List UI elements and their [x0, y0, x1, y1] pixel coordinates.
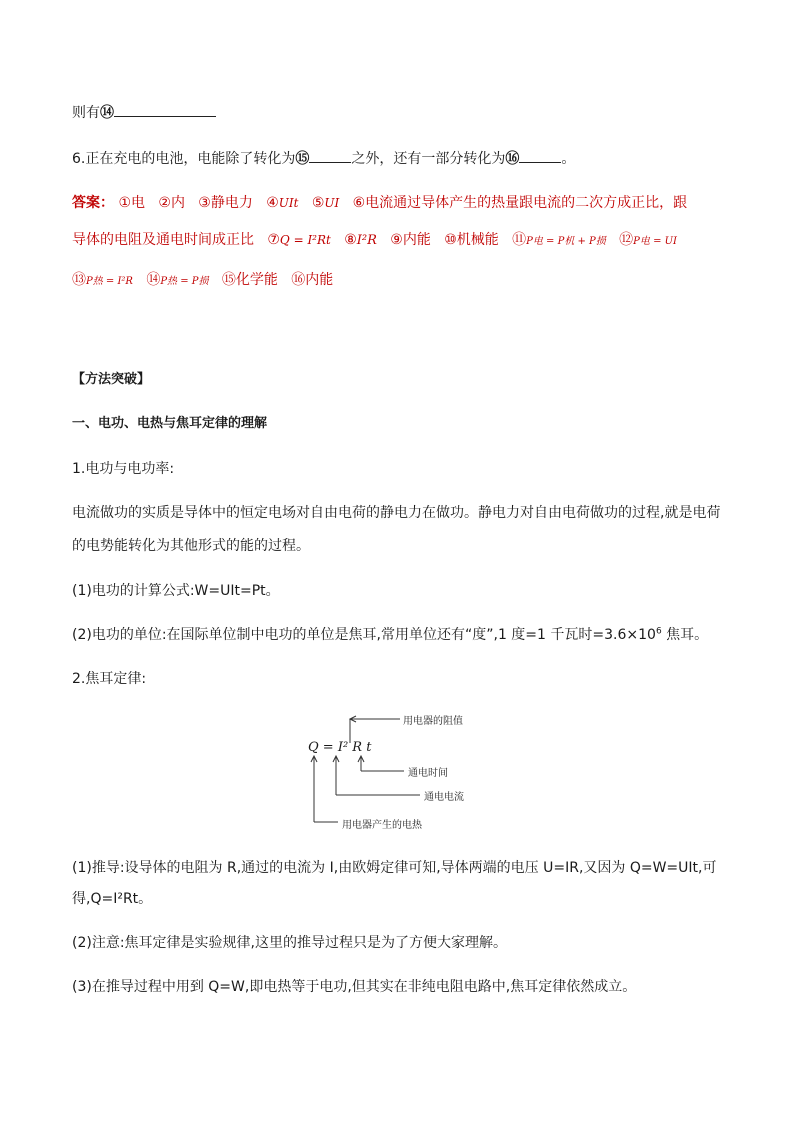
joule-law-diagram — [300, 706, 500, 832]
answer-16: ⑯内能 — [291, 272, 334, 288]
answer-8: ⑧I²R — [344, 232, 377, 248]
answer-15: ⑮化学能 — [221, 272, 278, 288]
para-6: (3)在推导过程中用到 Q=W,即电热等于电功,但其实在非纯电阻电路中,焦耳定律依然成立。 — [72, 979, 637, 995]
section-1-title: 一、电功、电热与焦耳定律的理解 — [72, 416, 268, 431]
answer-row-3 — [72, 269, 333, 289]
para-4-line-2: 得,Q=I²Rt。 — [72, 891, 153, 907]
answer-11: ⑪P电 = P机 + P损 — [512, 232, 606, 248]
blank-15 — [309, 148, 351, 163]
answer-3: ③静电力 — [198, 195, 253, 211]
q6-prefix: 6.正在充电的电池，电能除了转化为 — [72, 151, 296, 167]
answer-14: ⑭P热 = P损 — [146, 272, 209, 288]
para-3: (2)电功的单位:在国际单位制中电功的单位是焦耳,常用单位还有“度”,1 度=1 千瓦时$=3.6\times 10^6$ 焦耳。 — [72, 626, 709, 643]
q6-mid: 之外，还有一部分转化为 — [351, 151, 506, 167]
label-time: 通电时间 — [408, 768, 448, 779]
answer-2: ②内 — [158, 195, 185, 211]
diagram-lines — [300, 706, 500, 832]
answer-7: ⑦Q = I²Rt — [267, 232, 331, 248]
answer-10: ⑩机械能 — [444, 232, 499, 248]
question-6 — [72, 148, 575, 168]
blank-16 — [519, 148, 561, 163]
sub-heading-2: 2.焦耳定律: — [72, 671, 147, 687]
circle-num-16: ⑯ — [505, 151, 520, 167]
sub-heading-1: 1.电功与电功率: — [72, 461, 175, 477]
para-1-line-1: 电流做功的实质是导体中的恒定电场对自由电荷的静电力在做功。静电力对自由电荷做功的过程,就是电荷 — [72, 505, 721, 521]
joule-formula: Q = I² R t — [308, 740, 372, 755]
method-title: 【方法突破】 — [72, 372, 151, 387]
answer-row-1 — [72, 192, 687, 212]
fill-line-then — [72, 102, 216, 122]
label-resistance: 用电器的阻值 — [403, 716, 463, 727]
circle-num-15: ⑮ — [295, 151, 310, 167]
label-heat: 用电器产生的电热 — [342, 820, 422, 831]
label-current: 通电电流 — [424, 792, 464, 803]
blank-14 — [114, 102, 216, 117]
answer-4: ④UIt — [266, 195, 299, 211]
para-1-line-2: 的电势能转化为其他形式的能的过程。 — [72, 538, 310, 554]
para-4-line-1: (1)推导:设导体的电阻为 R,通过的电流为 I,由欧姆定律可知,导体两端的电压 U=IR,又因为 Q=W=UIt,可 — [72, 860, 717, 876]
answer-6: ⑥电流通过导体产生的热量跟电流的二次方成正比，跟 — [352, 195, 688, 211]
para-2: (1)电功的计算公式:W=UIt=Pt。 — [72, 583, 280, 599]
answer-1: ①电 — [118, 195, 146, 211]
answer-12: ⑫P电 = UI — [619, 232, 677, 248]
answer-9: ⑨内能 — [390, 232, 431, 248]
answer-row-2 — [72, 229, 677, 249]
q6-end: 。 — [561, 151, 576, 167]
answer-13: ⑬P热 = I²R — [72, 272, 133, 288]
answer-5: ⑤UI — [311, 195, 340, 211]
circle-num-14: ⑭ — [100, 105, 114, 121]
para-5: (2)注意:焦耳定律是实验规律,这里的推导过程只是为了方便大家理解。 — [72, 935, 507, 951]
answer-6-continued: 导体的电阻及通电时间成正比 — [72, 232, 254, 248]
then-text: 则有 — [72, 105, 100, 121]
answer-label: 答案： — [72, 195, 114, 211]
